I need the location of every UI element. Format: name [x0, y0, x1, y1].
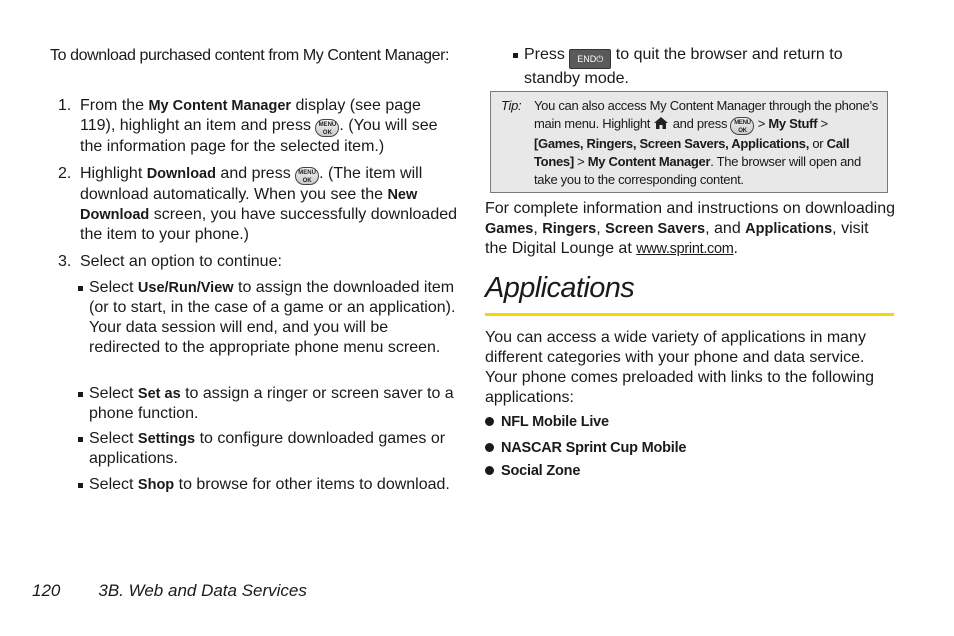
- tip-label: Tip:: [501, 98, 522, 113]
- square-bullet-icon: [78, 483, 83, 488]
- list-item: Social Zone: [485, 463, 580, 479]
- info-paragraph: For complete information and instructions on downloading Games, Ringers, Screen Savers, and Applications, visit the Digital Lounge at www.sprint.com.: [485, 200, 896, 257]
- home-icon: [653, 116, 669, 130]
- round-bullet-icon: [485, 417, 494, 426]
- option-settings: Select Settings to configure downloaded games or applications.: [78, 429, 458, 469]
- option-use-run-view: Select Use/Run/View to assign the downloaded item (or to start, in the case of a game or an application). Your data session will end, and you will be redirected to the appropriate phone menu screen.: [78, 278, 458, 358]
- menu-ok-key-icon: MENU OK: [730, 117, 754, 135]
- square-bullet-icon: [513, 53, 518, 58]
- intro-text: To download purchased content from My Content Manager:: [50, 47, 450, 64]
- step-3: 3. Select an option to continue:: [58, 253, 282, 270]
- round-bullet-icon: [485, 466, 494, 475]
- square-bullet-icon: [78, 286, 83, 291]
- step-2: 2. Highlight Download and press MENU OK . (The item will download automatically. When you see the New Download screen, you have successfully downloaded the item to your phone.): [58, 165, 458, 243]
- option-shop: Select Shop to browse for other items to download.: [78, 475, 458, 495]
- tip-box: [490, 91, 888, 193]
- round-bullet-icon: [485, 443, 494, 452]
- option-set-as: Select Set as to assign a ringer or screen saver to a phone function.: [78, 384, 458, 424]
- page-number: 120: [32, 581, 61, 600]
- heading-rule: [485, 313, 894, 316]
- square-bullet-icon: [78, 437, 83, 442]
- sprint-link[interactable]: www.sprint.com: [636, 241, 734, 257]
- section-heading: Applications: [485, 272, 635, 304]
- page-footer: [32, 581, 307, 601]
- tip-text: You can also access My Content Manager through the phone’s main menu. Highlight and press MENU OK > My Stuff > [Games, Ringers, Screen Savers, Applications, or Call Tones] > My Content Manager. The browser will open and take you to the corresponding content.: [534, 98, 878, 187]
- step-1: 1. From the My Content Manager display (see page 119), highlight an item and press MENU OK . (You will see the information page for the selected item.): [58, 97, 438, 155]
- menu-ok-key-icon: MENU OK: [295, 167, 319, 185]
- section-title: 3B. Web and Data Services: [98, 581, 307, 600]
- applications-paragraph: You can access a wide variety of applications in many different categories with your phone and data service. Your phone comes preloaded with links to the following applications:: [485, 329, 874, 406]
- press-end-bullet: Press END⏻ to quit the browser and return to standby mode.: [513, 45, 893, 89]
- list-item: NFL Mobile Live: [485, 414, 609, 430]
- menu-ok-key-icon: MENU OK: [315, 119, 339, 137]
- square-bullet-icon: [78, 392, 83, 397]
- end-key-icon: END⏻: [569, 49, 611, 69]
- list-item: NASCAR Sprint Cup Mobile: [485, 440, 686, 456]
